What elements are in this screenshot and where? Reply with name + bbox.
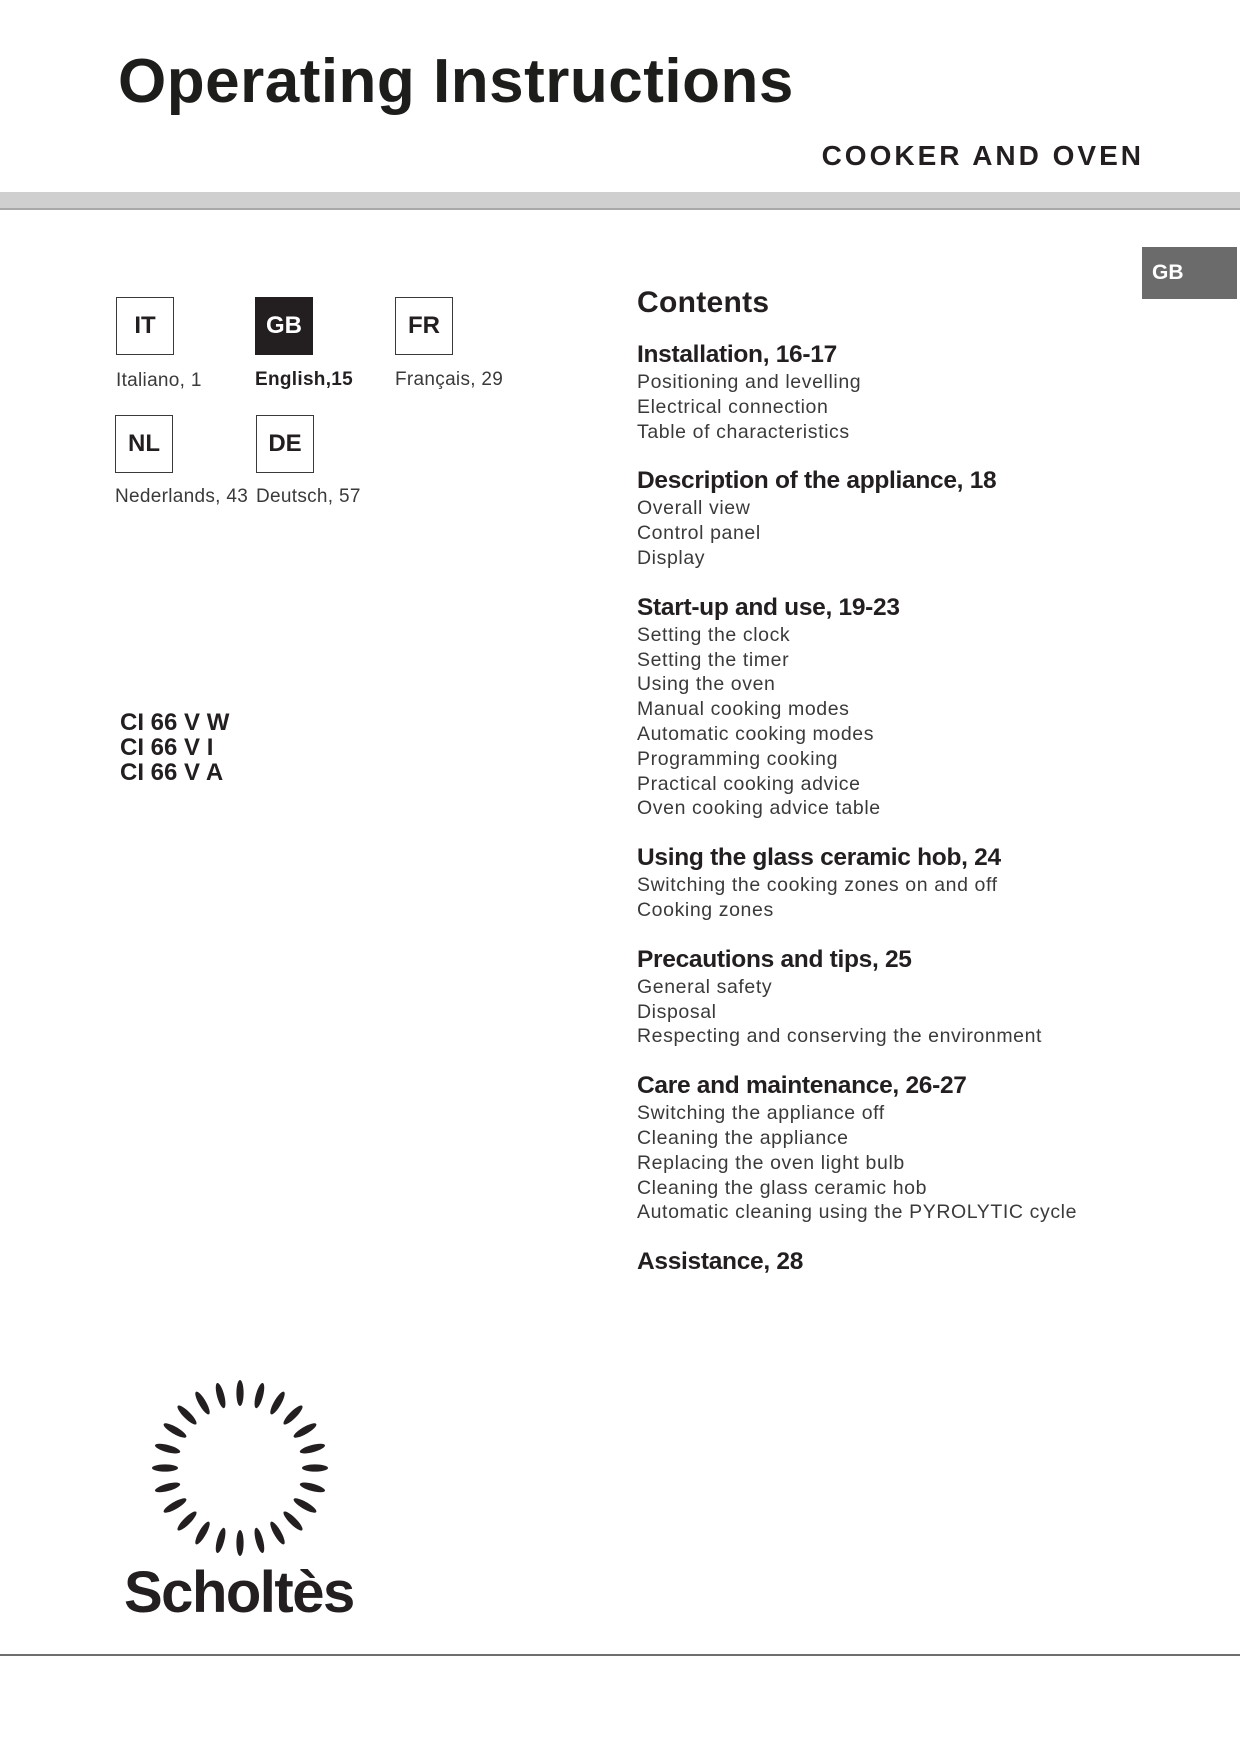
section-item: Setting the timer [637,648,790,671]
sun-ray [292,1496,318,1515]
sun-ray [193,1390,212,1416]
contents-section-installation [637,340,1107,444]
sun-logo-icon [152,1380,328,1556]
section-title: Assistance, 28 [637,1248,804,1276]
section-title: Installation, 16-17 [637,341,837,368]
footer-divider [0,1654,1240,1656]
scholtes-logo [120,1370,370,1620]
sun-ray [175,1403,198,1426]
sun-ray [214,1527,228,1554]
brand-name: Scholtès [124,1560,354,1620]
section-item: Table of characteristics [637,420,850,443]
contents-section-startup [637,593,1107,821]
section-item: Positioning and levelling [637,371,862,393]
sun-ray [292,1421,318,1440]
section-title: Precautions and tips, 25 [637,945,912,973]
language-box-gb: GB [255,297,313,355]
section-title: Care and maintenance, 26-27 [637,1072,967,1100]
section-item: Cleaning the glass ceramic hob [637,1176,928,1199]
section-item: Practical cooking advice [637,772,861,795]
sun-ray [281,1509,304,1532]
language-box-nl: NL [115,415,173,473]
sun-ray [162,1421,188,1440]
section-title: Using the glass ceramic hob, 24 [637,844,1001,872]
sun-ray [253,1527,267,1554]
section-item: Automatic cooking modes [637,722,875,745]
language-box-fr: FR [395,297,453,355]
model-name: CI 66 V A [120,759,224,786]
language-label-fr: Français, 29 [395,369,504,390]
model-name: CI 66 V I [120,734,214,761]
sun-ray [154,1481,181,1495]
section-item: Control panel [637,522,761,545]
sun-ray [299,1481,326,1495]
sun-ray [152,1464,178,1471]
section-item: Display [637,546,706,569]
section-item: Electrical connection [637,395,829,418]
sun-ray [214,1382,228,1409]
model-list [120,710,229,785]
table-of-contents [637,286,1107,1299]
language-box-de: DE [256,415,314,473]
header-divider [0,192,1240,210]
sun-ray [193,1520,212,1546]
section-item: Disposal [637,1000,717,1023]
sun-ray [299,1442,326,1456]
section-item: Switching the cooking zones on and off [637,874,998,897]
model-name: CI 66 V W [120,709,230,736]
sun-ray [175,1509,198,1532]
contents-section-precautions [637,945,1107,1049]
page-subtitle: COOKER AND OVEN [821,140,1144,171]
section-title: Description of the appliance, 18 [637,467,997,495]
language-label-nl: Nederlands, 43 [115,486,249,507]
sun-ray [268,1520,287,1546]
section-item: Setting the clock [637,623,791,646]
sun-ray [162,1496,188,1515]
section-item: General safety [637,975,773,998]
section-title: Start-up and use, 19-23 [637,593,900,621]
section-item: Cooking zones [637,898,774,921]
section-item: Respecting and conserving the environment [637,1025,1043,1048]
sun-ray [281,1403,304,1426]
section-item: Automatic cleaning using the PYROLYTIC cycle [637,1201,1078,1224]
sun-ray [154,1442,181,1456]
section-item: Manual cooking modes [637,698,850,721]
contents-title: Contents [637,286,770,319]
contents-section-care [637,1071,1107,1225]
contents-section-hob [637,843,1107,923]
section-item: Cleaning the appliance [637,1126,849,1149]
sun-ray [268,1390,287,1416]
language-label-it: Italiano, 1 [116,370,202,391]
contents-section-assistance [637,1247,1107,1277]
sun-ray [253,1382,267,1409]
section-item: Using the oven [637,673,776,696]
section-item: Oven cooking advice table [637,797,881,820]
section-item: Overall view [637,497,751,520]
language-tab-gb: GB [1142,247,1237,299]
page-title: Operating Instructions [118,47,794,116]
sun-ray [236,1380,243,1406]
sun-ray [236,1530,243,1556]
contents-section-description [637,466,1107,570]
language-label-gb: English,15 [255,369,354,390]
sun-ray [302,1464,328,1471]
language-label-de: Deutsch, 57 [256,486,361,507]
section-item: Programming cooking [637,747,839,770]
section-item: Replacing the oven light bulb [637,1151,905,1174]
language-box-it: IT [116,297,174,355]
section-item: Switching the appliance off [637,1102,885,1125]
